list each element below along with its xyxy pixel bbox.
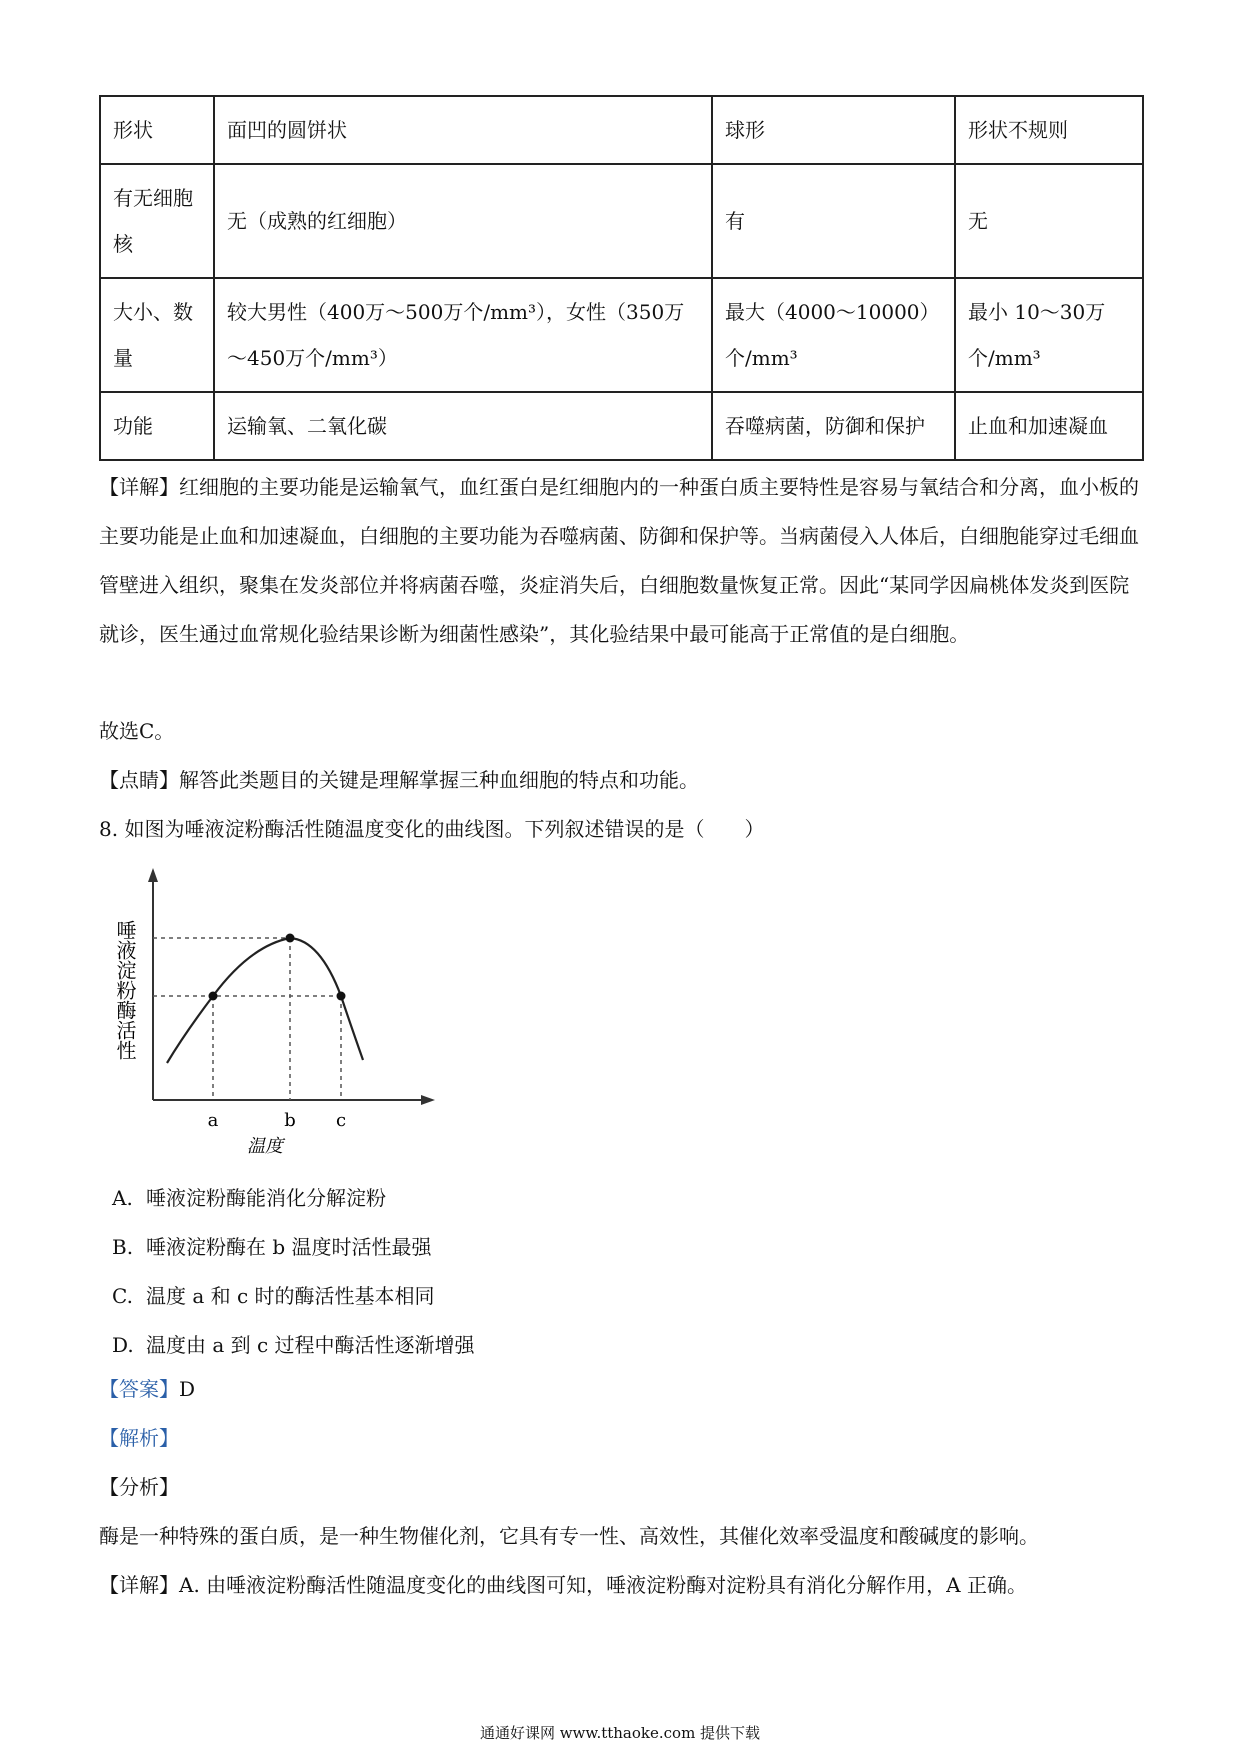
tick-label-b: b xyxy=(284,1110,296,1131)
rbc-cell: 无（成熟的红细胞） xyxy=(214,164,712,278)
rbc-cell: 运输氧、二氧化碳 xyxy=(214,392,712,460)
question-8: 8. 如图为唾液淀粉酶活性随温度变化的曲线图。下列叙述错误的是（ ） xyxy=(99,817,765,841)
option-c xyxy=(112,1281,435,1311)
option-text: 温度 a 和 c 时的酶活性基本相同 xyxy=(146,1284,435,1308)
platelet-cell: 止血和加速凝血 xyxy=(955,392,1143,460)
wbc-cell: 球形 xyxy=(712,96,955,164)
detail-tag: 【详解】 xyxy=(99,1573,179,1597)
activity-curve xyxy=(167,938,363,1063)
option-d xyxy=(112,1330,475,1360)
wbc-cell: 吞噬病菌，防御和保护 xyxy=(712,392,955,460)
row-label: 有无细胞核 xyxy=(100,164,214,278)
wbc-cell: 最大（4000～10000）个/mm³ xyxy=(712,278,955,392)
table-row xyxy=(100,164,1143,278)
platelet-cell: 最小 10～30万个/mm³ xyxy=(955,278,1143,392)
option-text: 唾液淀粉酶在 b 温度时活性最强 xyxy=(146,1235,432,1259)
row-label: 大小、数量 xyxy=(100,278,214,392)
option-b xyxy=(112,1232,432,1262)
x-axis-arrow xyxy=(421,1095,435,1105)
table-row xyxy=(100,278,1143,392)
wbc-cell: 有 xyxy=(712,164,955,278)
point-b xyxy=(286,934,295,943)
y-axis-arrow xyxy=(148,868,158,882)
platelet-cell: 无 xyxy=(955,164,1143,278)
detail-text: 红细胞的主要功能是运输氧气，血红蛋白是红细胞内的一种蛋白质主要特性是容易与氧结合和分离，血小板的主要功能是止血和加速凝血，白细胞的主要功能为吞噬病菌、防御和保护等。当病菌侵入人体后，白细胞能穿过毛细血管壁进入组织，聚集在发炎部位并将病菌吞噬，炎症消失后，白细胞数量恢复正常。因此“某同学因扁桃体发炎到医院就诊，医生通过血常规化验结果诊断为细菌性感染”，其化验结果中最可能高于正常值的是白细胞。 xyxy=(99,475,1139,646)
detail-text: A. 由唾液淀粉酶活性随温度变化的曲线图可知，唾液淀粉酶对淀粉具有消化分解作用，A 正确。 xyxy=(179,1573,1027,1597)
option-label: B. xyxy=(112,1235,134,1259)
point-a xyxy=(209,992,218,1001)
rbc-cell: 面凹的圆饼状 xyxy=(214,96,712,164)
option-a xyxy=(112,1183,386,1213)
y-axis-label: 唾液淀粉酶活性 xyxy=(113,920,137,1060)
row-label: 形状 xyxy=(100,96,214,164)
answer-tag: 【答案】 xyxy=(99,1377,179,1401)
table-row xyxy=(100,96,1143,164)
option-label: C. xyxy=(112,1284,133,1308)
option-label: A. xyxy=(112,1186,133,1210)
tick-label-c: c xyxy=(335,1110,347,1131)
detail-tag: 【详解】 xyxy=(99,475,179,499)
tick-label-a: a xyxy=(207,1110,219,1131)
option-label: D. xyxy=(112,1333,134,1357)
answer-value: D xyxy=(179,1377,196,1401)
fenxi-text: 酶是一种特殊的蛋白质，是一种生物催化剂，它具有专一性、高效性，其催化效率受温度和酸碱度的影响。 xyxy=(99,1524,1039,1548)
analysis-tag: 【解析】 xyxy=(99,1426,179,1450)
answer-line xyxy=(99,1365,1139,1414)
detail-paragraph-1 xyxy=(99,463,1139,659)
table-row xyxy=(100,392,1143,460)
enzyme-activity-figure xyxy=(105,858,445,1158)
fenxi-tag: 【分析】 xyxy=(99,1475,179,1499)
point-c xyxy=(337,992,346,1001)
x-axis-label: 温度 xyxy=(247,1136,283,1157)
point-paragraph xyxy=(99,756,1139,805)
detail-paragraph-2 xyxy=(99,1561,1139,1610)
platelet-cell: 形状不规则 xyxy=(955,96,1143,164)
page-footer: 通通好课网 www.tthaoke.com 提供下载 xyxy=(479,1724,761,1742)
blood-cell-table xyxy=(99,95,1144,461)
option-text: 唾液淀粉酶能消化分解淀粉 xyxy=(146,1186,386,1210)
rbc-cell: 较大男性（400万～500万个/mm³），女性（350万～450万个/mm³） xyxy=(214,278,712,392)
point-text: 解答此类题目的关键是理解掌握三种血细胞的特点和功能。 xyxy=(179,768,699,792)
choose-line: 故选C。 xyxy=(99,719,175,743)
point-tag: 【点睛】 xyxy=(99,768,179,792)
option-text: 温度由 a 到 c 过程中酶活性逐渐增强 xyxy=(146,1333,475,1357)
row-label: 功能 xyxy=(100,392,214,460)
